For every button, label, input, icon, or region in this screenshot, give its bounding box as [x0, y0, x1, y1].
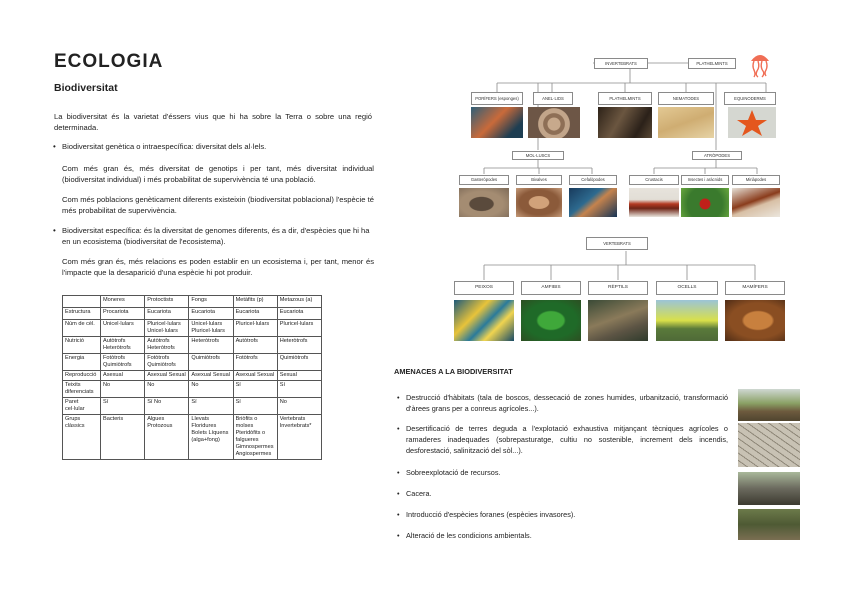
crab-photo	[629, 188, 679, 217]
section-subtitle: Biodiversitat	[54, 82, 118, 94]
node-cefalopodes: Cefalòpodes	[569, 175, 617, 185]
table-cell: Asexual Sexual	[145, 371, 189, 381]
mammal-photo	[725, 300, 785, 341]
genetic-bullet: • Biodiversitat genètica o intraespecífica: diversitat dels al·lels.	[62, 141, 374, 152]
table-cell: Autòtrofs Heteròtrofs	[101, 337, 145, 354]
node-vertebrats: VERTEBRATS	[586, 237, 648, 250]
annelid-photo	[528, 107, 580, 138]
table-cell: Asexual Sexual	[233, 371, 277, 381]
table-cell: Llevats Floridures Bolets Líquens (alga+fong)	[189, 415, 233, 460]
threats-title: AMENACES A LA BIODIVERSITAT	[394, 367, 513, 376]
node-plathelmints: PLATHELMINTS	[598, 92, 652, 105]
threat-item-1: • Destrucció d'hàbitats (tala de boscos, dessecació de zones humides, urbanització, transformació d'àrees grans per a conreus agrícoles...).	[406, 392, 728, 414]
table-cell: Estructura	[63, 308, 101, 320]
table-cell: Eucariota	[233, 308, 277, 320]
bivalve-photo	[516, 188, 562, 217]
node-nematodes: NEMATODES	[658, 92, 714, 105]
desert-photo	[738, 423, 800, 467]
table-cell: Quimiòtrofs	[189, 354, 233, 371]
birds-photo	[656, 300, 718, 341]
page-title: ECOLOGIA	[54, 51, 164, 72]
table-cell: No	[145, 381, 189, 398]
node-ocells: OCELLS	[656, 281, 718, 295]
specific-paragraph: Com més gran és, més relacions es poden establir en un ecosistema i, per tant, menor és l'impacte que la desaparició d'una espècie hi pot produir.	[62, 257, 374, 277]
table-cell: No	[101, 381, 145, 398]
node-equinoderms: EQUINODERMS	[724, 92, 776, 105]
table-cell: Unicel·lulars Pluricel·lulars	[189, 320, 233, 337]
table-cell: Metazous (a)	[277, 296, 321, 308]
node-plathelmints-top: PLATHELMINTS	[688, 58, 736, 69]
table-cell: Heteròtrofs	[277, 337, 321, 354]
octopus-photo	[569, 188, 617, 217]
node-miriapodes: Miriàpodes	[732, 175, 780, 185]
lizard-photo	[588, 300, 648, 341]
table-cell: Sí	[233, 381, 277, 398]
table-cell: Eucariota	[189, 308, 233, 320]
frog-photo	[521, 300, 581, 341]
table-cell: Sí	[277, 381, 321, 398]
table-cell: Paret cel·lular	[63, 398, 101, 415]
table-cell: Fotòtrofs	[233, 354, 277, 371]
table-cell: Pluricel·lulars	[277, 320, 321, 337]
table-cell: Moneres	[101, 296, 145, 308]
node-porifers: PORÍFERS (esponges)	[471, 92, 523, 105]
table-cell: Fotòtrofs Quimiòtrofs	[101, 354, 145, 371]
node-invertebrats: INVERTEBRATS	[594, 58, 648, 69]
genetic-paragraph-1: Com més gran és, més diversitat de genotips i per tant, més diversitat individual (biodiversitat individual) i més probabilitat de supervivència té una població.	[62, 164, 374, 184]
node-anellids: ANEL·LIDS	[533, 92, 573, 105]
table-cell: Heteròtrofs	[189, 337, 233, 354]
table-cell: Asexual Sexual	[189, 371, 233, 381]
flatworm-photo	[598, 107, 652, 138]
threat-item-3: • Sobreexplotació de recursos.	[406, 467, 728, 478]
starfish-icon	[728, 107, 776, 138]
table-cell: Autòtrofs Heteròtrofs	[145, 337, 189, 354]
table-cell: Eucariota	[145, 308, 189, 320]
table-cell: No	[189, 381, 233, 398]
node-crustacis: Crustacis	[629, 175, 679, 185]
table-cell: Teixits diferenciats	[63, 381, 101, 398]
specific-bullet: • Biodiversitat específica: és la diversitat de genomes diferents, és a dir, d'espècies que hi ha en un ecosistema (biodiversitat de l'ecosistema).	[62, 225, 374, 247]
sponge-photo	[471, 107, 523, 138]
table-cell: Quimiòtrofs	[277, 354, 321, 371]
table-cell: Nutrició	[63, 337, 101, 354]
node-reptils: RÈPTILS	[588, 281, 648, 295]
table-cell: Asexual	[101, 371, 145, 381]
node-artropodes: ATRÒPODES	[692, 151, 742, 160]
table-cell: No	[277, 398, 321, 415]
table-cell: Energia	[63, 354, 101, 371]
node-bivalves: Bivalves	[516, 175, 562, 185]
jellyfish-icon	[748, 50, 772, 78]
node-peixos: PEIXOS	[454, 281, 514, 295]
table-cell: Fongs	[189, 296, 233, 308]
table-cell: Grups clàssics	[63, 415, 101, 460]
table-cell: Metàfits (p)	[233, 296, 277, 308]
table-cell: Procariota	[101, 308, 145, 320]
fish-photo	[454, 300, 514, 341]
threat-item-6: • Alteració de les condicions ambientals.	[406, 530, 728, 541]
table-cell: Fotòtrofs Quimiòtrofs	[145, 354, 189, 371]
threat-item-4: • Cacera.	[406, 488, 728, 499]
centipede-photo	[732, 188, 780, 217]
invasive-photo	[738, 509, 800, 540]
table-cell: Briòfits o molses Pteridòfits o falgueres Gimnospermes Angiospermes	[233, 415, 277, 460]
node-insectes: Insectes i aràcnids	[681, 175, 729, 185]
table-cell: Pluricel·lulars Unicel·lulars	[145, 320, 189, 337]
node-amfibis: AMFIBIS	[521, 281, 581, 295]
table-cell: Sí	[189, 398, 233, 415]
table-cell: Unicel·lulars	[101, 320, 145, 337]
table-cell: Núm de cèl.	[63, 320, 101, 337]
nematode-photo	[658, 107, 714, 138]
node-mamifers: MAMÍFERS	[725, 281, 785, 295]
genetic-paragraph-2: Com més poblacions genèticament diferents existeixin (biodiversitat poblacional) l'espècie té més probabilitat de supervivència.	[62, 195, 374, 215]
table-cell: Algues Protozous	[145, 415, 189, 460]
snail-photo	[459, 188, 509, 217]
table-cell: Sexual	[277, 371, 321, 381]
starfish-photo	[728, 107, 776, 138]
threat-item-5: • Introducció d'espècies foranes (espècies invasores).	[406, 509, 728, 520]
table-cell: Eucariota	[277, 308, 321, 320]
node-molluscs: MOL·LUSCS	[512, 151, 564, 160]
table-cell: Sí	[101, 398, 145, 415]
table-cell: Reproducció	[63, 371, 101, 381]
table-cell: Pluricel·lulars	[233, 320, 277, 337]
overexploitation-photo	[738, 472, 800, 505]
node-gasteropodes: Gasteròpodes	[459, 175, 509, 185]
intro-paragraph: La biodiversitat és la varietat d'éssers vius que hi ha sobre la Terra o sobre una regió determinada.	[54, 112, 372, 132]
table-cell: Bacteris	[101, 415, 145, 460]
table-cell: Sí No	[145, 398, 189, 415]
table-cell: Vertebrats Invertebrats*	[277, 415, 321, 460]
threat-item-2: • Desertificació de terres deguda a l'explotació exhaustiva mitjançant tècniques agrícoles o ramaderes inadequades (sobrepasturatge, cultiu no sostenible, increment dels incendis, desforestació, salinització del sòl...).	[406, 423, 728, 456]
habitat-photo	[738, 389, 800, 421]
table-cell: Sí	[233, 398, 277, 415]
table-cell: Autòtrofs	[233, 337, 277, 354]
table-cell: Protoctists	[145, 296, 189, 308]
ladybug-photo	[681, 188, 729, 217]
